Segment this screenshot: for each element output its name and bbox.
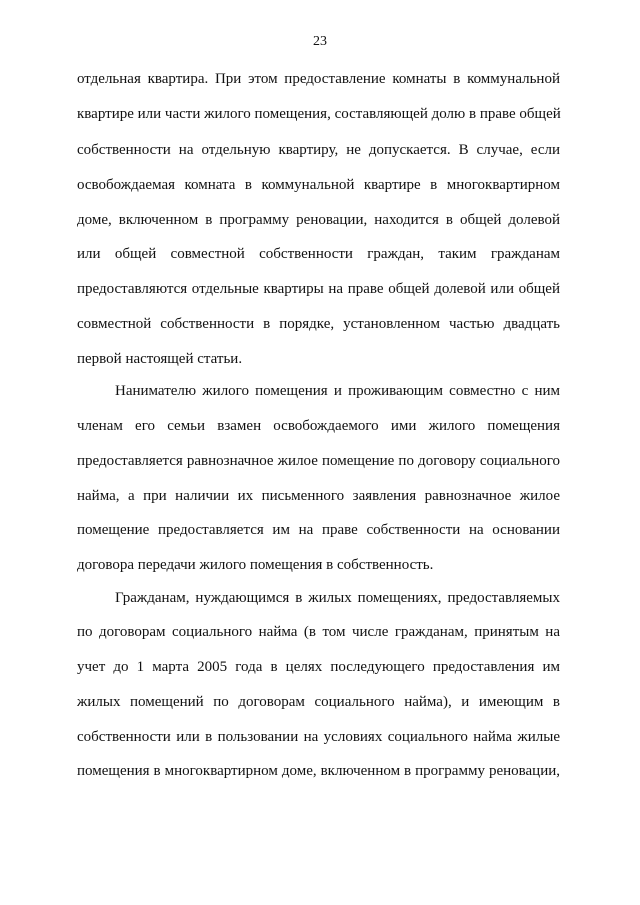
text-line: или общей совместной собственности граждан, таким гражданам bbox=[77, 246, 560, 262]
text-line: квартире или части жилого помещения, составляющей долю в праве общей bbox=[77, 106, 561, 122]
text-line: отдельная квартира. При этом предоставление комнаты в коммунальной bbox=[77, 71, 560, 87]
text-line: собственности на отдельную квартиру, не допускается. В случае, если bbox=[77, 142, 560, 158]
text-line: собственности или в пользовании на условиях социального найма жилые bbox=[77, 729, 560, 745]
text-line: освобождаемая комната в коммунальной квартире в многоквартирном bbox=[77, 177, 560, 193]
text-line: найма, а при наличии их письменного заявления равнозначное жилое bbox=[77, 488, 560, 504]
text-line: жилых помещений по договорам социального найма), и имеющим в bbox=[77, 694, 560, 710]
text-line: членам его семьи взамен освобождаемого ими жилого помещения bbox=[77, 418, 560, 434]
text-line: договора передачи жилого помещения в собственность. bbox=[77, 557, 434, 573]
text-line: по договорам социального найма (в том числе гражданам, принятым на bbox=[77, 624, 560, 640]
text-line: совместной собственности в порядке, установленном частью двадцать bbox=[77, 316, 560, 332]
page-number: 23 bbox=[313, 34, 327, 49]
text-line: предоставляется равнозначное жилое помещение по договору социального bbox=[77, 453, 560, 469]
text-line: предоставляются отдельные квартиры на праве общей долевой или общей bbox=[77, 281, 560, 297]
text-line: доме, включенном в программу реновации, находится в общей долевой bbox=[77, 212, 560, 228]
text-line: помещения в многоквартирном доме, включенном в программу реновации, bbox=[77, 763, 560, 779]
text-line: первой настоящей статьи. bbox=[77, 351, 243, 367]
text-line: Нанимателю жилого помещения и проживающим совместно с ним bbox=[115, 383, 560, 399]
text-line: учет до 1 марта 2005 года в целях последующего предоставления им bbox=[77, 659, 560, 675]
text-line: помещение предоставляется им на праве собственности на основании bbox=[77, 522, 560, 538]
text-line: Гражданам, нуждающимся в жилых помещениях, предоставляемых bbox=[115, 590, 560, 606]
